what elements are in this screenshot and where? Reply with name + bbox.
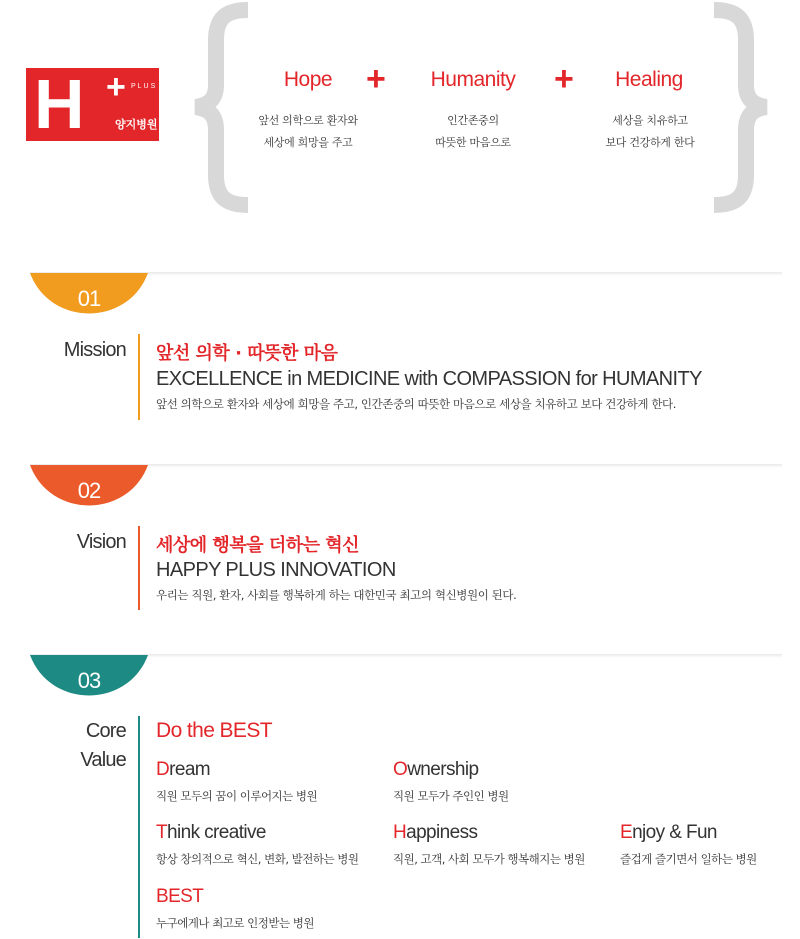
value-dream-title bbox=[156, 759, 210, 781]
mission-headline-en: EXCELLENCE in MEDICINE with COMPASSION for HUMANITY bbox=[156, 368, 702, 390]
logo-plus-word: PLUS bbox=[131, 83, 158, 90]
value-initial: O bbox=[393, 759, 408, 780]
mission-accent-line bbox=[138, 334, 140, 420]
value-initial: T bbox=[156, 822, 168, 843]
value-initial: D bbox=[156, 759, 170, 780]
keyword-hope: Hope bbox=[283, 68, 333, 91]
keyword-humanity: Humanity bbox=[430, 68, 516, 91]
value-rest: ream bbox=[169, 759, 211, 780]
value-best-title bbox=[156, 886, 203, 908]
logo-h-letter: H bbox=[34, 65, 83, 143]
value-enjoy-fun-desc: 즐겁게 즐기면서 일하는 병원 bbox=[620, 852, 757, 866]
keyword-humanity-desc-1: 인간존중의 bbox=[447, 114, 499, 127]
vision-headline-kr: 세상에 행복을 더하는 혁신 bbox=[156, 535, 360, 556]
vision-number: 02 bbox=[77, 478, 101, 503]
hospital-logo bbox=[26, 65, 159, 143]
value-initial: H bbox=[393, 822, 407, 843]
mission-number: 01 bbox=[77, 286, 101, 311]
vision-description: 우리는 직원, 환자, 사회를 행복하게 하는 대한민국 최고의 혁신병원이 된다. bbox=[156, 588, 517, 602]
core-value-label-2: Value bbox=[80, 749, 126, 771]
vision-headline-en: HAPPY PLUS INNOVATION bbox=[156, 559, 396, 581]
value-think-creative-title bbox=[156, 822, 266, 844]
core-value-number: 03 bbox=[77, 668, 101, 693]
value-enjoy-fun-title bbox=[620, 822, 717, 844]
value-rest: appiness bbox=[406, 822, 478, 843]
keyword-healing-desc-1: 세상을 치유하고 bbox=[612, 114, 688, 127]
value-initial: BEST bbox=[156, 886, 204, 907]
keyword-hope-desc-2: 세상에 희망을 주고 bbox=[263, 136, 353, 149]
value-think-creative-desc: 항상 창의적으로 혁신, 변화, 발전하는 병원 bbox=[156, 852, 359, 866]
core-value-label-1: Core bbox=[85, 720, 126, 742]
plus-icon: + bbox=[554, 60, 574, 98]
logo-hospital-name: 양지병원 bbox=[115, 118, 158, 131]
vision-label: Vision bbox=[76, 531, 126, 553]
vision-accent-line bbox=[138, 526, 140, 610]
right-brace-icon bbox=[706, 0, 776, 215]
logo-plus-mark: + bbox=[106, 68, 126, 106]
value-ownership-title bbox=[393, 759, 478, 781]
value-dream-desc: 직원 모두의 꿈이 이루어지는 병원 bbox=[156, 789, 318, 803]
mission-description: 앞선 의학으로 환자와 세상에 희망을 주고, 인간존중의 따뜻한 마음으로 세상을 치유하고 보다 건강하게 한다. bbox=[156, 397, 677, 411]
value-happiness-title bbox=[393, 822, 477, 844]
value-best-desc: 누구에게나 최고로 인정받는 병원 bbox=[156, 916, 314, 930]
value-happiness-desc: 직원, 고객, 사회 모두가 행복해지는 병원 bbox=[393, 852, 585, 866]
value-initial: E bbox=[620, 822, 633, 843]
keyword-healing: Healing bbox=[615, 68, 683, 91]
mission-label: Mission bbox=[63, 339, 126, 361]
core-value-accent-line bbox=[138, 716, 140, 938]
value-rest: wnership bbox=[407, 759, 479, 780]
keyword-hope-desc-1: 앞선 의학으로 환자와 bbox=[258, 114, 358, 127]
value-ownership-desc: 직원 모두가 주인인 병원 bbox=[393, 789, 509, 803]
keyword-healing-desc-2: 보다 건강하게 한다 bbox=[605, 136, 695, 149]
mission-headline-kr: 앞선 의학 · 따뜻한 마음 bbox=[156, 343, 338, 364]
left-brace-icon bbox=[186, 0, 256, 215]
value-rest: njoy & Fun bbox=[632, 822, 717, 843]
keyword-humanity-desc-2: 따뜻한 마음으로 bbox=[435, 136, 511, 149]
plus-icon: + bbox=[366, 60, 386, 98]
core-value-headline: Do the BEST bbox=[156, 719, 272, 742]
value-rest: hink creative bbox=[167, 822, 266, 843]
